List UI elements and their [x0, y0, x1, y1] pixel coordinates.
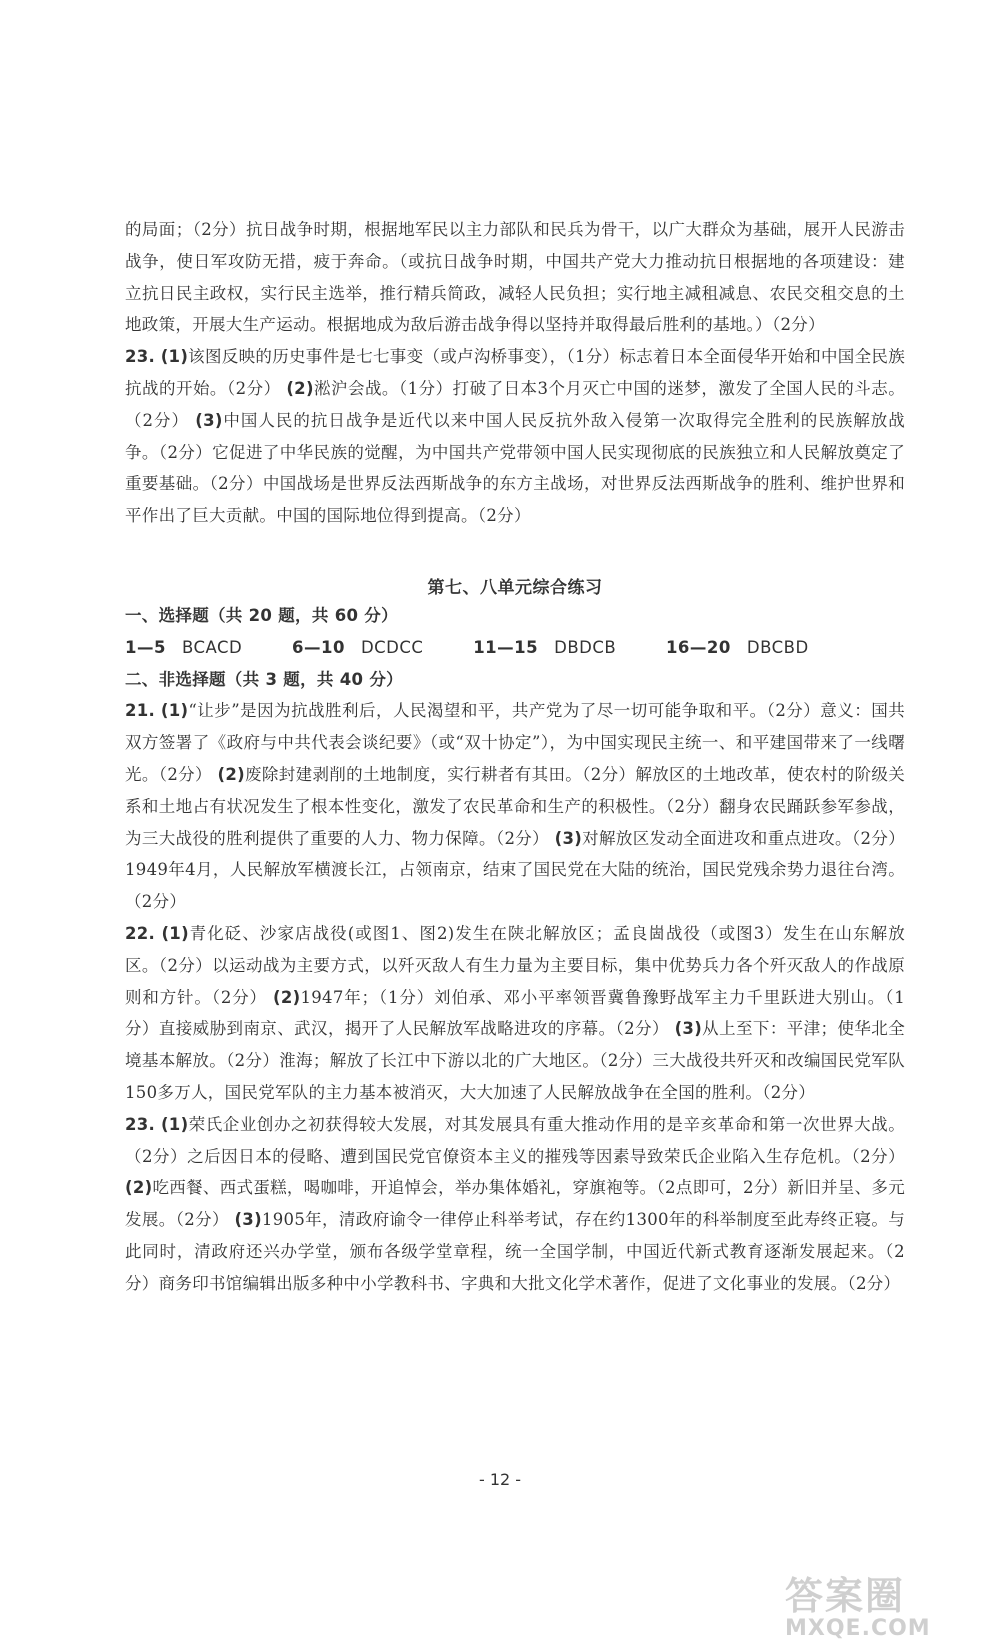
answer-text: 吃西餐、西式蛋糕，喝咖啡，开追悼会，举办集体婚礼，穿旗袍等。（2点即可，2分）新旧并呈、多元发展。（2分） — [125, 1178, 906, 1230]
section-answers-block — [125, 600, 905, 1300]
sub-label: (2) — [217, 764, 245, 784]
question-number: 23. — [125, 1114, 156, 1134]
sub-label: (2) — [125, 1178, 153, 1198]
watermark-domain: MXQE.COM — [785, 1616, 931, 1641]
answer-text: 荣氏企业创办之初获得较大发展，对其发展具有重大推动作用的是辛亥革命和第一次世界大战。（2分）之后因日本的侵略、遭到国民党官僚资本主义的摧残等因素导致荣氏企业陷入生存危机。（2分） — [125, 1114, 905, 1166]
part2-heading: 二、非选择题（共 3 题，共 40 分） — [125, 669, 403, 689]
answer-text: 淞沪会战。（1分）打破了日本3个月灭亡中国的迷梦，激发了全国人民的斗志。（2分） — [125, 378, 906, 430]
question-22-answer — [125, 918, 905, 1109]
answer-codes: DBCBD — [746, 637, 809, 657]
answer-codes: BCACD — [181, 637, 243, 657]
answer-text: 从上至下：平津；使华北全境基本解放。（2分）淮海；解放了长江中下游以北的广大地区。（2分）三大战役共歼灭和改编国民党军队150多万人，国民党军队的主力基本被消灭，大大加速了人民解放战争在全国的胜利。（2分） — [125, 1019, 906, 1102]
sub-label: (1) — [160, 347, 189, 367]
answer-text: 1905年，清政府谕令一律停止科举考试，存在约1300年的科举制度至此寿终正寝。与此同时，清政府还兴办学堂，颁布各级学堂章程，统一全国学制，中国近代新式教育逐渐发展起来。（2分）商务印书馆编辑出版多种中小学教科书、字典和大批文化学术著作，促进了文化事业的发展。（2分） — [125, 1210, 905, 1293]
watermark-logo-text: 答案圈 — [785, 1574, 906, 1618]
question-23-answer — [125, 341, 905, 532]
continued-answer-block — [125, 214, 905, 532]
sub-label: (3) — [195, 410, 223, 430]
answer-range: 1—5 — [125, 637, 166, 657]
sub-label: (3) — [234, 1210, 262, 1230]
sub-label: (2) — [272, 987, 301, 1007]
answer-text: “让步”是因为抗战胜利后，人民渴望和平，共产党为了尽一切可能争取和平。（2分）意义：国共双方签署了《政府与中共代表会谈纪要》（或“双十协定”），为中国实现民主统一、和平建国带来了一线曙光。（2分） — [125, 701, 905, 784]
watermark-logo — [785, 1575, 985, 1645]
answer-text: 该图反映的历史事件是七七事变（或卢沟桥事变），（1分）标志着日本全面侵华开始和中国全民族抗战的开始。（2分） — [125, 347, 906, 398]
answer-range: 6—10 — [292, 637, 345, 657]
sub-label: (1) — [160, 701, 189, 721]
sub-label: (3) — [554, 828, 583, 848]
choice-answers-row — [125, 632, 905, 664]
sub-label: (2) — [286, 378, 314, 398]
question-number: 22. — [125, 923, 156, 943]
page-number: - 12 - — [478, 1470, 522, 1489]
question-number: 23. — [125, 347, 156, 367]
answer-text: 青化砭、沙家店战役(或图1、图2)发生在陕北解放区；孟良崮战役（或图3）发生在山东解放区。（2分）以运动战为主要方式，以歼灭敌人有生力量为主要目标，集中优势兵力各个歼灭敌人的作战原则和方针。（2分） — [125, 923, 905, 1007]
section-title: 第七、八单元综合练习 — [427, 578, 603, 598]
answer-text: 中国人民的抗日战争是近代以来中国人民反抗外敌入侵第一次取得完全胜利的民族解放战争。（2分）它促进了中华民族的觉醒，为中国共产党带领中国人民实现彻底的民族独立和人民解放奠定了重要基础。（2分）中国战场是世界反法西斯战争的东方主战场，对世界反法西斯战争的胜利、维护世界和平作出了巨大贡献。中国的国际地位得到提高。（2分） — [125, 410, 906, 526]
answer-text: 废除封建剥削的土地制度，实行耕者有其田。（2分）解放区的土地改革，使农村的阶级关系和土地占有状况发生了根本性变化，激发了农民革命和生产的积极性。（2分）翻身农民踊跃参军参战，为三大战役的胜利提供了重要的人力、物力保障。（2分） — [125, 764, 905, 848]
sub-label: (1) — [161, 923, 189, 943]
question-23-answer — [125, 1109, 905, 1300]
continued-paragraph: 的局面；（2分）抗日战争时期，根据地军民以主力部队和民兵为骨干，以广大群众为基础，展开人民游击战争，使日军攻防无措，疲于奔命。（或抗日战争时期，中国共产党大力推动抗日根据地的各项建设：建立抗日民主政权，实行民主选举，推行精兵简政，减轻人民负担；实行地主减租减息、农民交租交息的土地政策，开展大生产运动。根据地成为敌后游击战争得以坚持并取得最后胜利的基地。）（2分） — [125, 220, 905, 335]
answer-text: 对解放区发动全面进攻和重点进攻。（2分）1949年4月，人民解放军横渡长江，占领南京，结束了国民党在大陆的统治，国民党残余势力退往台湾。（2分） — [125, 828, 905, 912]
part1-heading: 一、选择题（共 20 题，共 60 分） — [125, 606, 398, 625]
answer-codes: DBDCB — [554, 637, 617, 657]
sub-label: (1) — [160, 1114, 189, 1134]
question-number: 21. — [125, 701, 156, 721]
sub-label: (3) — [674, 1019, 703, 1039]
answer-codes: DCDCC — [360, 637, 424, 657]
answer-range: 11—15 — [473, 637, 539, 657]
answer-range: 16—20 — [665, 637, 731, 657]
question-21-answer — [125, 695, 905, 918]
answer-text: 1947年；（1分）刘伯承、邓小平率领晋冀鲁豫野战军主力千里跃进大别山。（1分）直接威胁到南京、武汉，揭开了人民解放军战略进攻的序幕。（2分） — [125, 987, 905, 1039]
